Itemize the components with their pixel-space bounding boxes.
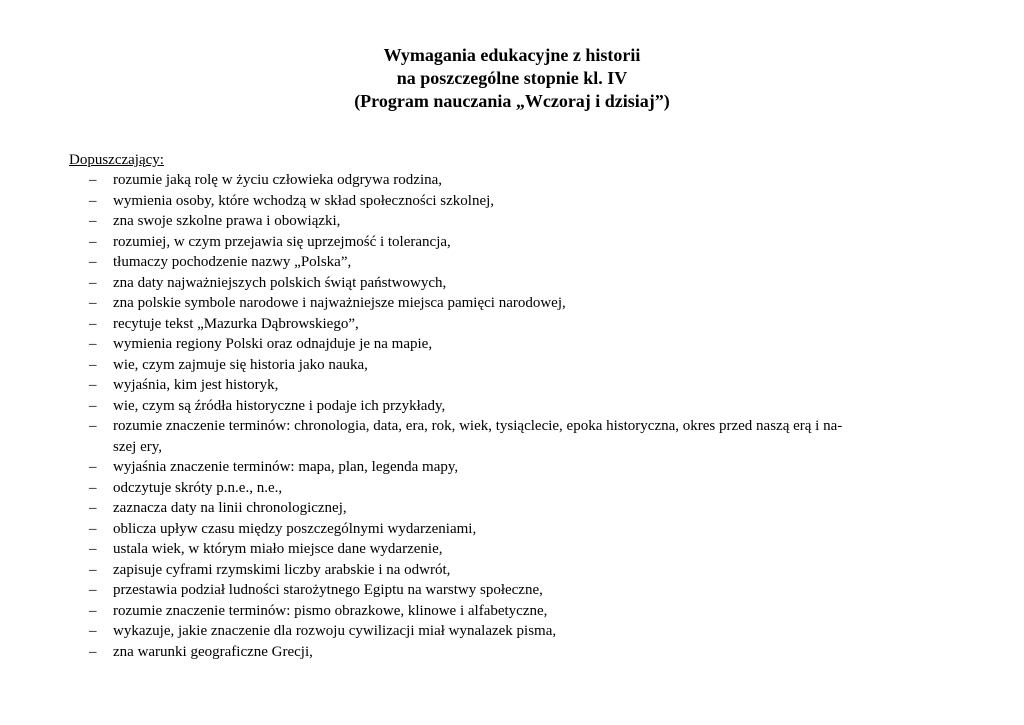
title-line-1: Wymagania edukacyjne z historii <box>383 45 641 65</box>
list-item-text: zaznacza daty na linii chronologicznej, <box>113 500 347 516</box>
list-bullet: – <box>89 418 97 434</box>
list-bullet: – <box>89 356 97 373</box>
list-item-text: zna polskie symbole narodowe i najważniejsze miejsca pamięci narodowej, <box>113 295 566 311</box>
list-item <box>89 355 949 376</box>
list-bullet: – <box>89 561 97 578</box>
list-item-text: wyjaśnia, kim jest historyk, <box>113 377 279 393</box>
list-item-text: tłumaczy pochodzenie nazwy „Polska”, <box>113 254 352 270</box>
list-bullet: – <box>89 233 97 250</box>
list-item <box>89 560 949 581</box>
list-bullet: – <box>89 336 97 352</box>
list-bullet: – <box>89 459 97 475</box>
list-bullet: – <box>89 192 97 209</box>
list-item-text: zna warunki geograficzne Grecji, <box>113 643 313 660</box>
list-item <box>89 211 949 232</box>
list-bullet: – <box>89 500 97 516</box>
list-item-text: wie, czym zajmuje się historia jako nauka, <box>113 356 368 373</box>
list-item-text: przestawia podział ludności starożytnego Egiptu na warstwy społeczne, <box>113 582 543 598</box>
list-bullet: – <box>89 643 97 660</box>
list-item-text: rozumie znaczenie terminów: pismo obrazkowe, klinowe i alfabetyczne, <box>113 602 548 619</box>
list-item <box>89 642 949 663</box>
list-item <box>89 478 949 499</box>
requirements-list <box>89 170 949 662</box>
list-bullet: – <box>89 172 97 188</box>
list-item-text: rozumie znaczenie terminów: chronologia, data, era, rok, wiek, tysiąclecie, epoka historyczna, okres przed naszą erą i na- <box>113 418 843 434</box>
list-bullet: – <box>89 295 97 311</box>
list-item-text: ustala wiek, w którym miało miejsce dane wydarzenie, <box>113 541 443 557</box>
list-bullet: – <box>89 274 97 291</box>
list-bullet: – <box>89 623 97 639</box>
list-item <box>89 396 949 417</box>
list-item <box>89 580 949 601</box>
list-item <box>89 170 949 191</box>
list-bullet: – <box>89 582 97 598</box>
list-item <box>89 519 949 540</box>
list-item-text: wykazuje, jakie znaczenie dla rozwoju cywilizacji miał wynalazek pisma, <box>113 623 557 639</box>
list-item <box>89 375 949 396</box>
list-item <box>89 601 949 622</box>
title-line-2: na poszczególne stopnie kl. IV <box>396 68 628 88</box>
list-item <box>89 416 949 457</box>
list-item-text: rozumiej, w czym przejawia się uprzejmość i tolerancja, <box>113 233 451 250</box>
title-line-3: (Program nauczania „Wczoraj i dzisiaj”) <box>354 91 670 111</box>
list-item-text: zna daty najważniejszych polskich świąt państwowych, <box>113 274 447 291</box>
list-item <box>89 252 949 273</box>
list-bullet: – <box>89 315 97 332</box>
list-bullet: – <box>89 602 97 619</box>
list-item <box>89 293 949 314</box>
list-bullet: – <box>89 213 97 229</box>
section-heading: Dopuszczający: <box>69 152 164 168</box>
list-item-text: zapisuje cyframi rzymskimi liczby arabskie i na odwrót, <box>113 561 451 578</box>
list-item <box>89 273 949 294</box>
list-bullet: – <box>89 377 97 393</box>
list-item <box>89 334 949 355</box>
document-title <box>0 44 1024 113</box>
list-item <box>89 457 949 478</box>
list-item-text: wymienia regiony Polski oraz odnajduje je na mapie, <box>113 336 433 352</box>
list-item <box>89 232 949 253</box>
list-item-text: odczytuje skróty p.n.e., n.e., <box>113 479 283 496</box>
list-item <box>89 314 949 335</box>
list-item-text: wyjaśnia znaczenie terminów: mapa, plan, legenda mapy, <box>113 459 459 475</box>
list-item <box>89 621 949 642</box>
list-item-text: rozumie jaką rolę w życiu człowieka odgrywa rodzina, <box>113 172 443 188</box>
list-item-text: wymienia osoby, które wchodzą w skład społeczności szkolnej, <box>113 192 495 209</box>
list-bullet: – <box>89 520 97 537</box>
list-bullet: – <box>89 479 97 496</box>
list-item <box>89 539 949 560</box>
list-item-text: wie, czym są źródła historyczne i podaje ich przykłady, <box>113 397 446 414</box>
list-item <box>89 191 949 212</box>
list-item-text: oblicza upływ czasu między poszczególnymi wydarzeniami, <box>113 520 477 537</box>
list-item-text: zna swoje szkolne prawa i obowiązki, <box>113 213 341 229</box>
list-bullet: – <box>89 397 97 414</box>
list-item-text: szej ery, <box>113 438 162 455</box>
list-bullet: – <box>89 541 97 557</box>
list-item-text: recytuje tekst „Mazurka Dąbrowskiego”, <box>113 315 359 332</box>
list-item <box>89 498 949 519</box>
list-bullet: – <box>89 254 97 270</box>
